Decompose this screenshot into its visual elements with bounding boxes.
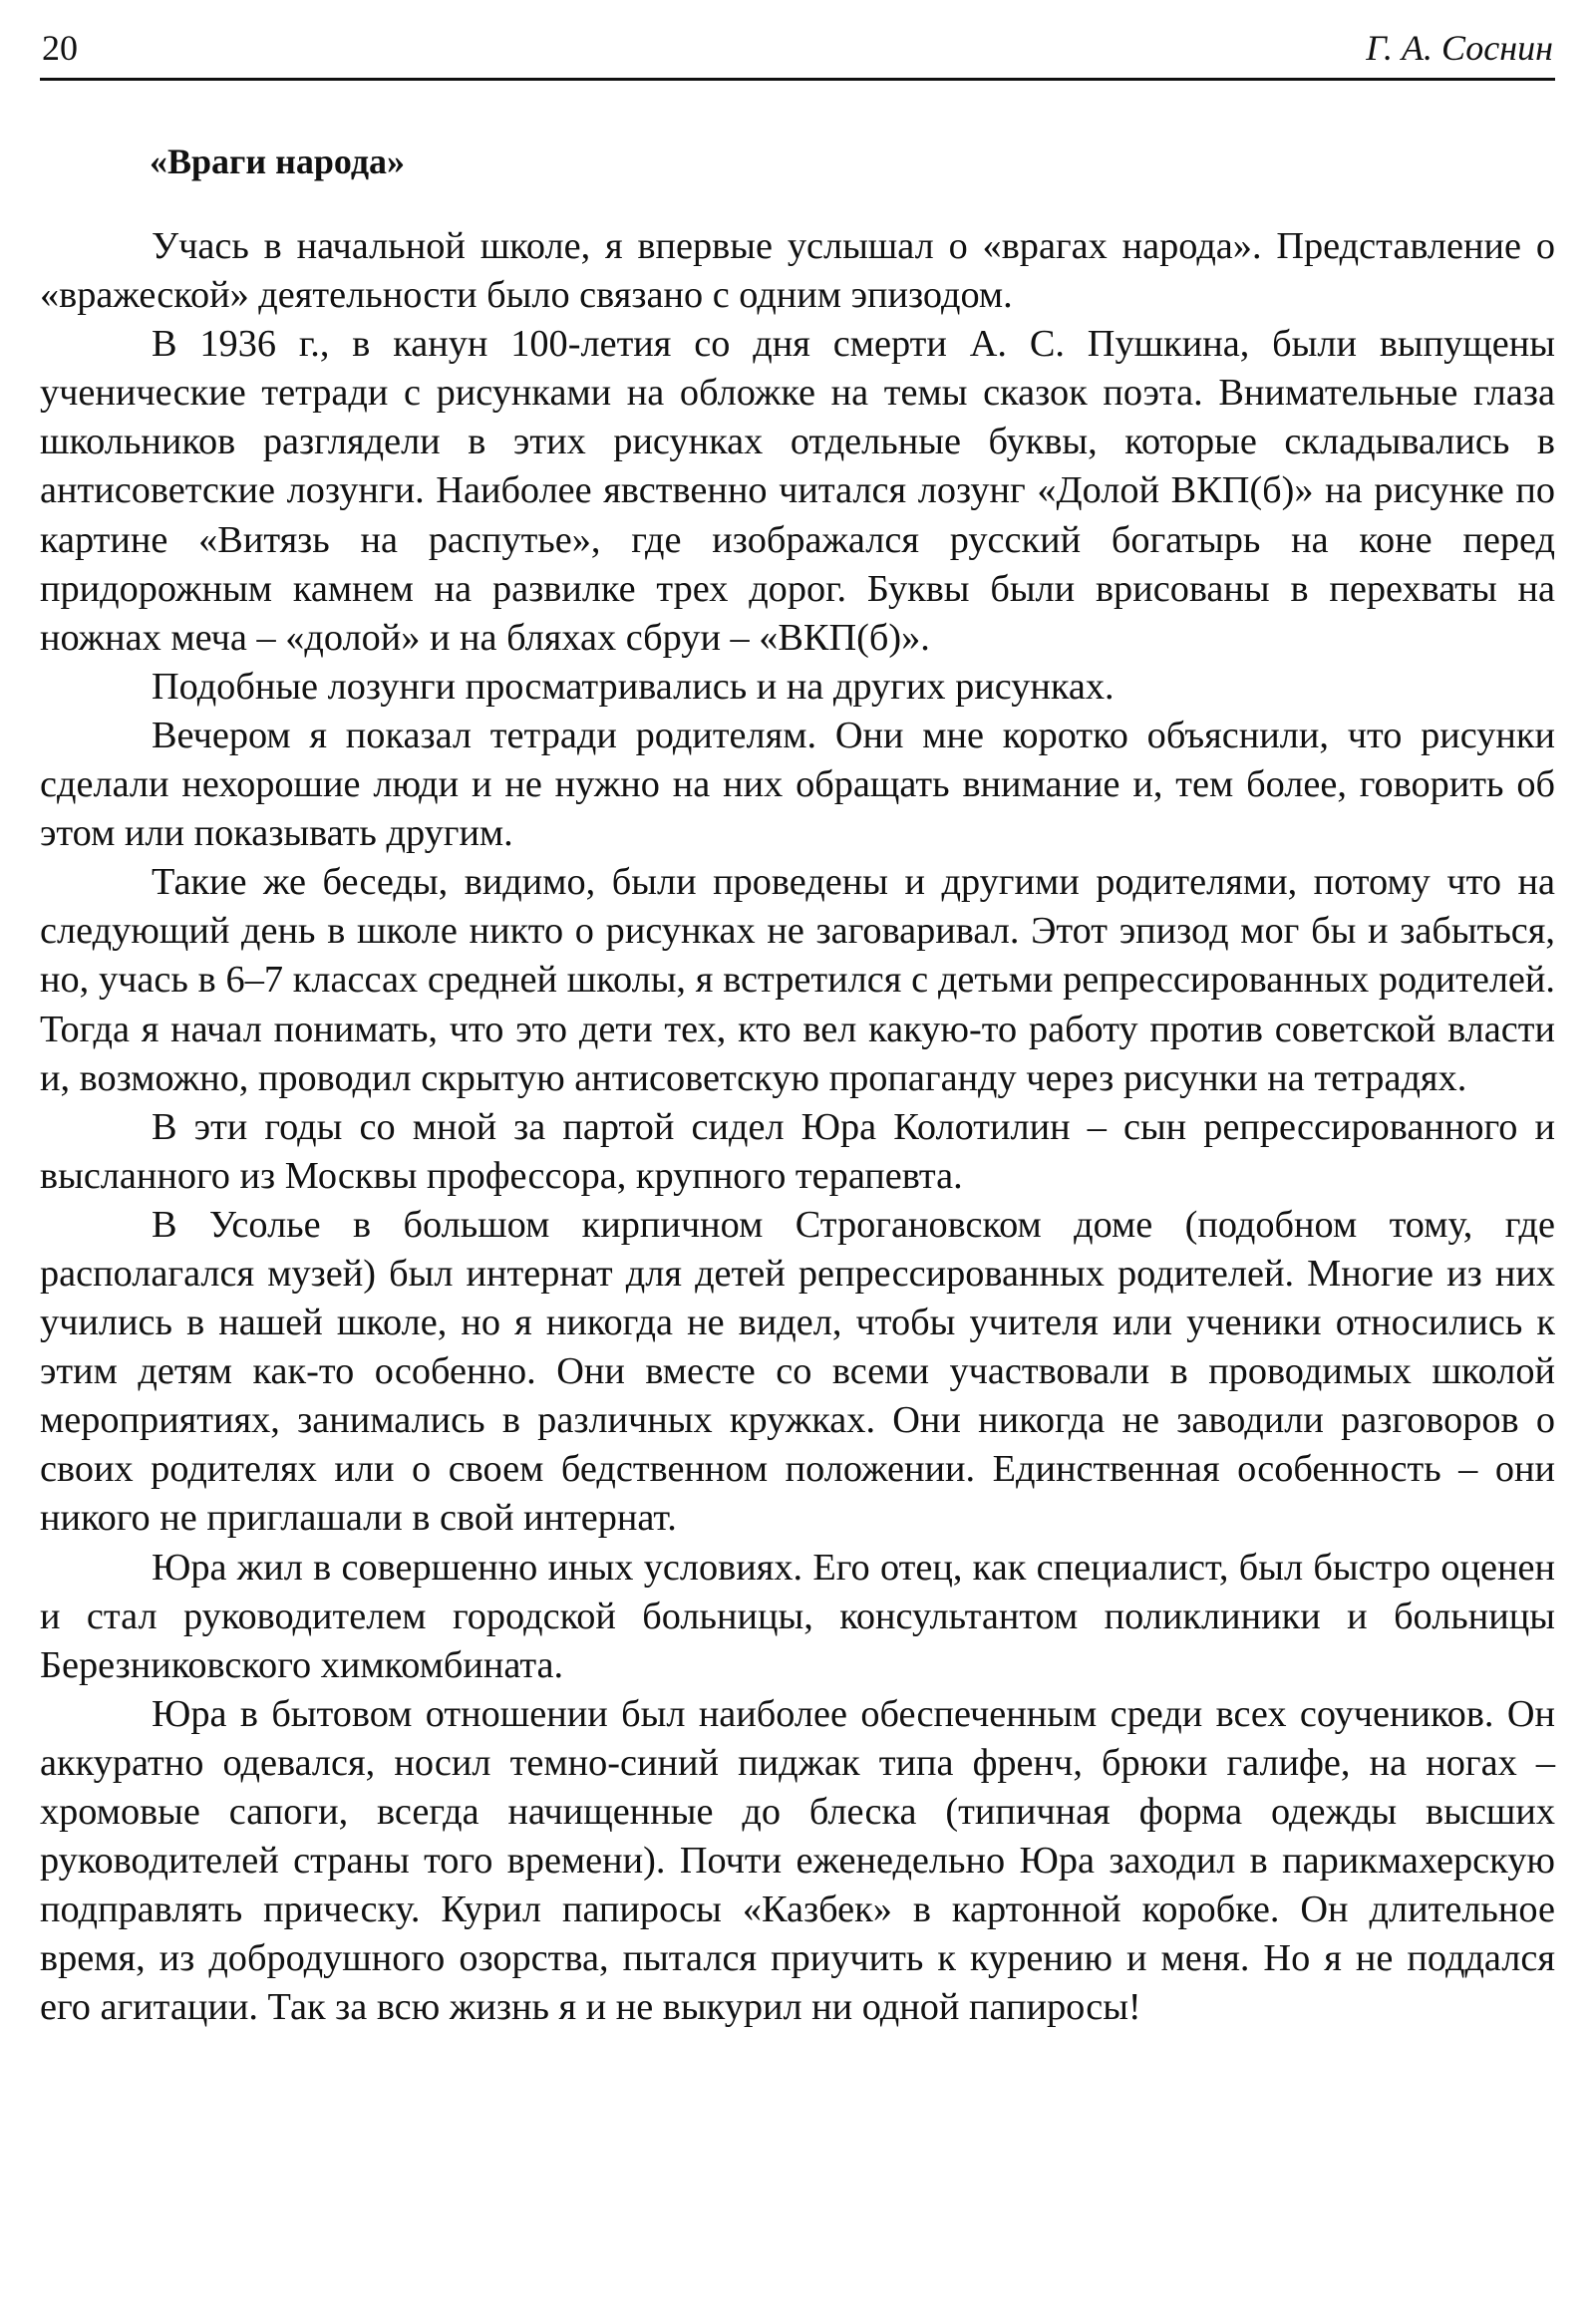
book-page — [40, 20, 1555, 2302]
running-header — [40, 20, 1555, 76]
body-text — [40, 222, 1555, 2032]
header-rule — [40, 78, 1555, 81]
paragraph: Юра в бытовом отношении был наиболее обеспеченным среди всех соучеников. Он аккуратно одевался, носил темно-синий пиджак типа френч, брюки галифе, на ногах – хромовые сапоги, всегда начищенные до блеска (типичная форма одежды высших руководителей страны того времени). Почти еженедельно Юра заходил в парикмахерскую подправлять прическу. Курил папиросы «Казбек» в картонной коробке. Он длительное время, из добродушного озорства, пытался приучить к курению и меня. Но я не поддался его агитации. Так за всю жизнь я и не выкурил ни одной папиросы! — [40, 1692, 1555, 2029]
paragraph: Вечером я показал тетради родителям. Они мне коротко объяснили, что рисунки сделали нехорошие люди и не нужно на них обращать внимание и, тем более, говорить об этом или показывать другим. — [40, 714, 1555, 855]
paragraph: Юра жил в совершенно иных условиях. Его отец, как специалист, был быстро оценен и стал руководителем городской больницы, консультантом поликлиники и больницы Березниковского химкомбината. — [40, 1546, 1555, 1686]
running-header-author: Г. А. Соснин — [1366, 28, 1553, 68]
paragraph: В Усолье в большом кирпичном Строгановском доме (подобном тому, где располагался музей) был интернат для детей репрессированных родителей. Многие из них учились в нашей школе, но я никогда не видел, чтобы учителя или ученики относились к этим детям как-то особенно. Они вместе со всеми участвовали в проводимых школой мероприятиях, занимались в различных кружках. Они никогда не заводили разговоров о своих родителях или о своем бедственном положении. Единственная особенность – они никого не приглашали в свой интернат. — [40, 1203, 1555, 1540]
paragraph: В 1936 г., в канун 100-летия со дня смерти А. С. Пушкина, были выпущены ученические тетради с рисунками на обложке на темы сказок поэта. Внимательные глаза школьников разглядели в этих рисунках отдельные буквы, которые складывались в антисоветские лозунги. Наиболее явственно читался лозунг «Долой ВКП(б)» на рисунке по картине «Витязь на распутье», где изображался русский богатырь на коне перед придорожным камнем на развилке трех дорог. Буквы были врисованы в перехваты на ножнах меча – «долой» и на бляхах сбруи – «ВКП(б)». — [40, 323, 1555, 659]
page-number: 20 — [42, 28, 78, 68]
paragraph: Подобные лозунги просматривались и на других рисунках. — [152, 665, 1115, 708]
paragraph: Учась в начальной школе, я впервые услышал о «врагах народа». Представление о «вражеской» деятельности было связано с одним эпизодом. — [40, 225, 1555, 317]
paragraph: Такие же беседы, видимо, были проведены и другими родителями, потому что на следующий день в школе никто о рисунках не заговаривал. Этот эпизод мог бы и забыться, но, учась в 6–7 классах средней школы, я встретился с детьми репрессированных родителей. Тогда я начал понимать, что это дети тех, кто вел какую-то работу против советской власти и, возможно, проводил скрытую антисоветскую пропаганду через рисунки на тетрадях. — [40, 861, 1555, 1099]
section-title: «Враги народа» — [150, 142, 406, 181]
paragraph: В эти годы со мной за партой сидел Юра Колотилин – сын репрессированного и высланного из Москвы профессора, крупного терапевта. — [40, 1105, 1555, 1197]
